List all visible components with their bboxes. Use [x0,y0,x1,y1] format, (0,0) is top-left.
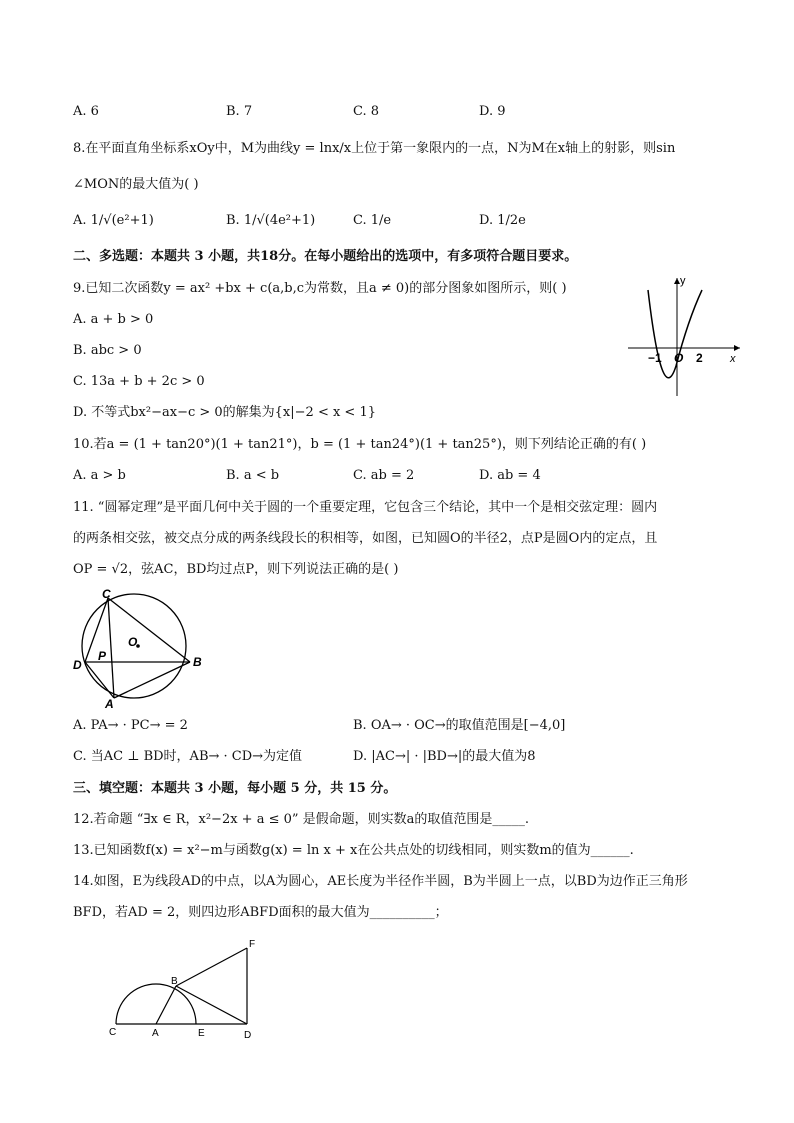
q10-option-c: C. ab = 2 [353,468,415,483]
q10-option-b: B. a < b [226,468,280,483]
q9-parabola-graph [622,270,746,400]
q11-option-c: C. 当AC ⊥ BD时，AB→ · CD→为定值 [73,749,303,764]
label-o: O [128,635,138,649]
section-2-heading: 二、多选题：本题共 3 小题，共18分。在每小题给出的选项中，有多项符合题目要求。 [73,249,578,264]
label-c: C [102,587,111,601]
label-b: B [193,655,202,669]
q8-stem-line1: 8.在平面直角坐标系xOy中，M为曲线y = lnx/x上位于第一象限内的一点，N为M在x轴上的射影，则sin [73,141,676,156]
segment-bd [176,986,247,1024]
q10-option-d: D. ab = 4 [479,468,541,483]
origin-label: O [674,351,684,365]
q8-option-d: D. 1/2e [479,213,526,228]
segment-ab [156,986,176,1024]
q10-option-a: A. a > b [73,468,126,483]
y-label: y [680,275,686,287]
q11-circle-figure [70,586,210,710]
q7-option-c: C. 8 [353,104,380,119]
q9-option-a: A. a + b > 0 [73,312,154,327]
label-a: A [152,1028,159,1039]
segment-bf [176,948,247,986]
label-p: P [98,649,107,663]
x-label: x [730,353,736,365]
q14-stem-line2: BFD，若AD = 2，则四边形ABFD面积的最大值为__________； [73,905,448,920]
q7-option-b: B. 7 [226,104,253,119]
q9-option-d: D. 不等式bx²−ax−c > 0的解集为{x|−2 < x < 1} [73,405,376,420]
label-f: F [249,939,256,950]
q9-option-b: B. abc > 0 [73,343,142,358]
segment-ad [85,662,114,698]
segment-ab [114,662,190,698]
label-b: B [171,976,178,987]
q14-semicircle-figure [104,936,264,1042]
q11-option-b: B. OA→ · OC→的取值范围是[−4,0] [353,718,566,733]
x-axis-arrow [734,345,740,351]
q11-stem-line2: 的两条相交弦，被交点分成的两条线段长的积相等，如图，已知圆O的半径2，点P是圆O内的定点，且 [73,531,658,546]
label-d: D [244,1030,252,1041]
q13-stem: 13.已知函数f(x) = x²−m与函数g(x) = ln x + x在公共点处的切线相同，则实数m的值为______. [73,843,634,858]
label-e: E [198,1028,205,1039]
q8-option-c: C. 1/e [353,213,392,228]
section-3-heading: 三、填空题：本题共 3 小题，每小题 5 分，共 15 分。 [73,781,397,796]
q9-option-c: C. 13a + b + 2c > 0 [73,374,205,389]
q8-stem-line2: ∠MON的最大值为( ) [73,177,199,192]
q9-stem: 9.已知二次函数y = ax² +bx + c(a,b,c为常数，且a ≠ 0)的部分图象如图所示，则( ) [73,281,567,296]
label-c: C [109,1027,117,1038]
chord-ac [108,598,114,698]
q7-option-d: D. 9 [479,104,506,119]
neg1-label: −1 [648,351,662,365]
q11-option-a: A. PA→ · PC→ = 2 [73,718,188,733]
q7-option-a: A. 6 [73,104,99,119]
segment-cb [108,598,190,662]
label-a: A [105,697,114,710]
q11-option-d: D. |AC→| · |BD→|的最大值为8 [353,749,536,764]
q11-stem-line1: 11. “圆幂定理”是平面几何中关于圆的一个重要定理，它包含三个结论，其中一个是相交弦定理：圆内 [73,500,658,515]
two-label: 2 [696,351,703,365]
q10-stem: 10.若a = (1 + tan20°)(1 + tan21°)，b = (1 + tan24°)(1 + tan25°)，则下列结论正确的有( ) [73,437,647,452]
q11-stem-line3: OP = √2，弦AC，BD均过点P，则下列说法正确的是( ) [73,562,399,577]
q12-stem: 12.若命题 “∃x ∈ R，x²−2x + a ≤ 0” 是假命题，则实数a的取值范围是_____. [73,812,530,827]
q14-stem-line1: 14.如图，E为线段AD的中点，以A为圆心，AE长度为半径作半圆，B为半圆上一点，以BD为边作正三角形 [73,874,688,889]
q8-option-b: B. 1/√(4e²+1) [226,213,316,228]
q8-option-a: A. 1/√(e²+1) [73,213,154,228]
label-d: D [73,658,82,672]
